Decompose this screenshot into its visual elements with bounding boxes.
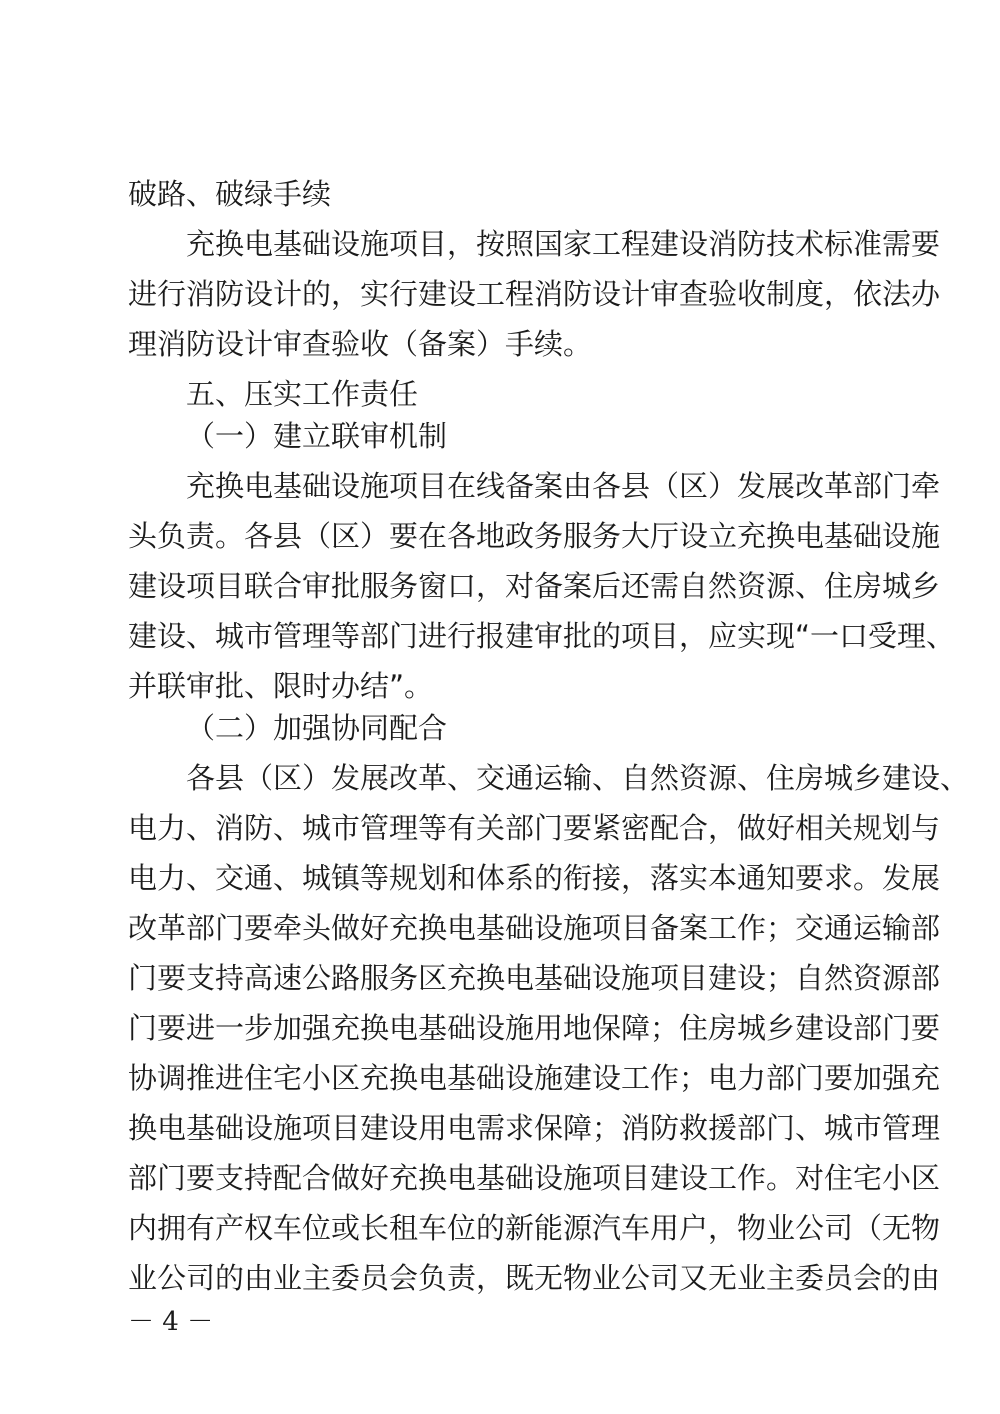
paragraph-line: 协调推进住宅小区充换电基础设施建设工作；电力部门要加强充 [128, 1061, 941, 1095]
paragraph-line: 理消防设计审查验收（备案）手续。 [128, 327, 593, 361]
page-number: － 4 － [128, 1307, 214, 1337]
paragraph-line: 建设、城市管理等部门进行报建审批的项目，应实现“一口受理、 [128, 619, 956, 653]
paragraph-line: 电力、交通、城镇等规划和体系的衔接，落实本通知要求。发展 [128, 861, 941, 895]
paragraph-line: 门要进一步加强充换电基础设施用地保障；住房城乡建设部门要 [128, 1011, 941, 1045]
section-heading-continued: 破路、破绿手续 [128, 177, 332, 211]
subsection-heading: （二）加强协同配合 [186, 711, 448, 745]
paragraph-line: 改革部门要牵头做好充换电基础设施项目备案工作；交通运输部 [128, 911, 941, 945]
paragraph-line: 电力、消防、城市管理等有关部门要紧密配合，做好相关规划与 [128, 811, 941, 845]
paragraph-line: 建设项目联合审批服务窗口，对备案后还需自然资源、住房城乡 [128, 569, 941, 603]
paragraph-line: 换电基础设施项目建设用电需求保障；消防救援部门、城市管理 [128, 1111, 941, 1145]
paragraph-line: 进行消防设计的，实行建设工程消防设计审查验收制度，依法办 [128, 277, 941, 311]
paragraph-line: 充换电基础设施项目，按照国家工程建设消防技术标准需要 [186, 227, 941, 261]
paragraph-line: 内拥有产权车位或长租车位的新能源汽车用户，物业公司（无物 [128, 1211, 941, 1245]
paragraph-line: 业公司的由业主委员会负责，既无物业公司又无业主委员会的由 [128, 1261, 941, 1295]
paragraph-line: 各县（区）发展改革、交通运输、自然资源、住房城乡建设、 [186, 761, 970, 795]
section-heading: 五、压实工作责任 [186, 377, 419, 411]
paragraph-line: 并联审批、限时办结”。 [128, 669, 434, 703]
paragraph-line: 充换电基础设施项目在线备案由各县（区）发展改革部门牵 [186, 469, 941, 503]
subsection-heading: （一）建立联审机制 [186, 419, 448, 453]
paragraph-line: 门要支持高速公路服务区充换电基础设施项目建设；自然资源部 [128, 961, 941, 995]
paragraph-line: 部门要支持配合做好充换电基础设施项目建设工作。对住宅小区 [128, 1161, 941, 1195]
paragraph-line: 头负责。各县（区）要在各地政务服务大厅设立充换电基础设施 [128, 519, 941, 553]
